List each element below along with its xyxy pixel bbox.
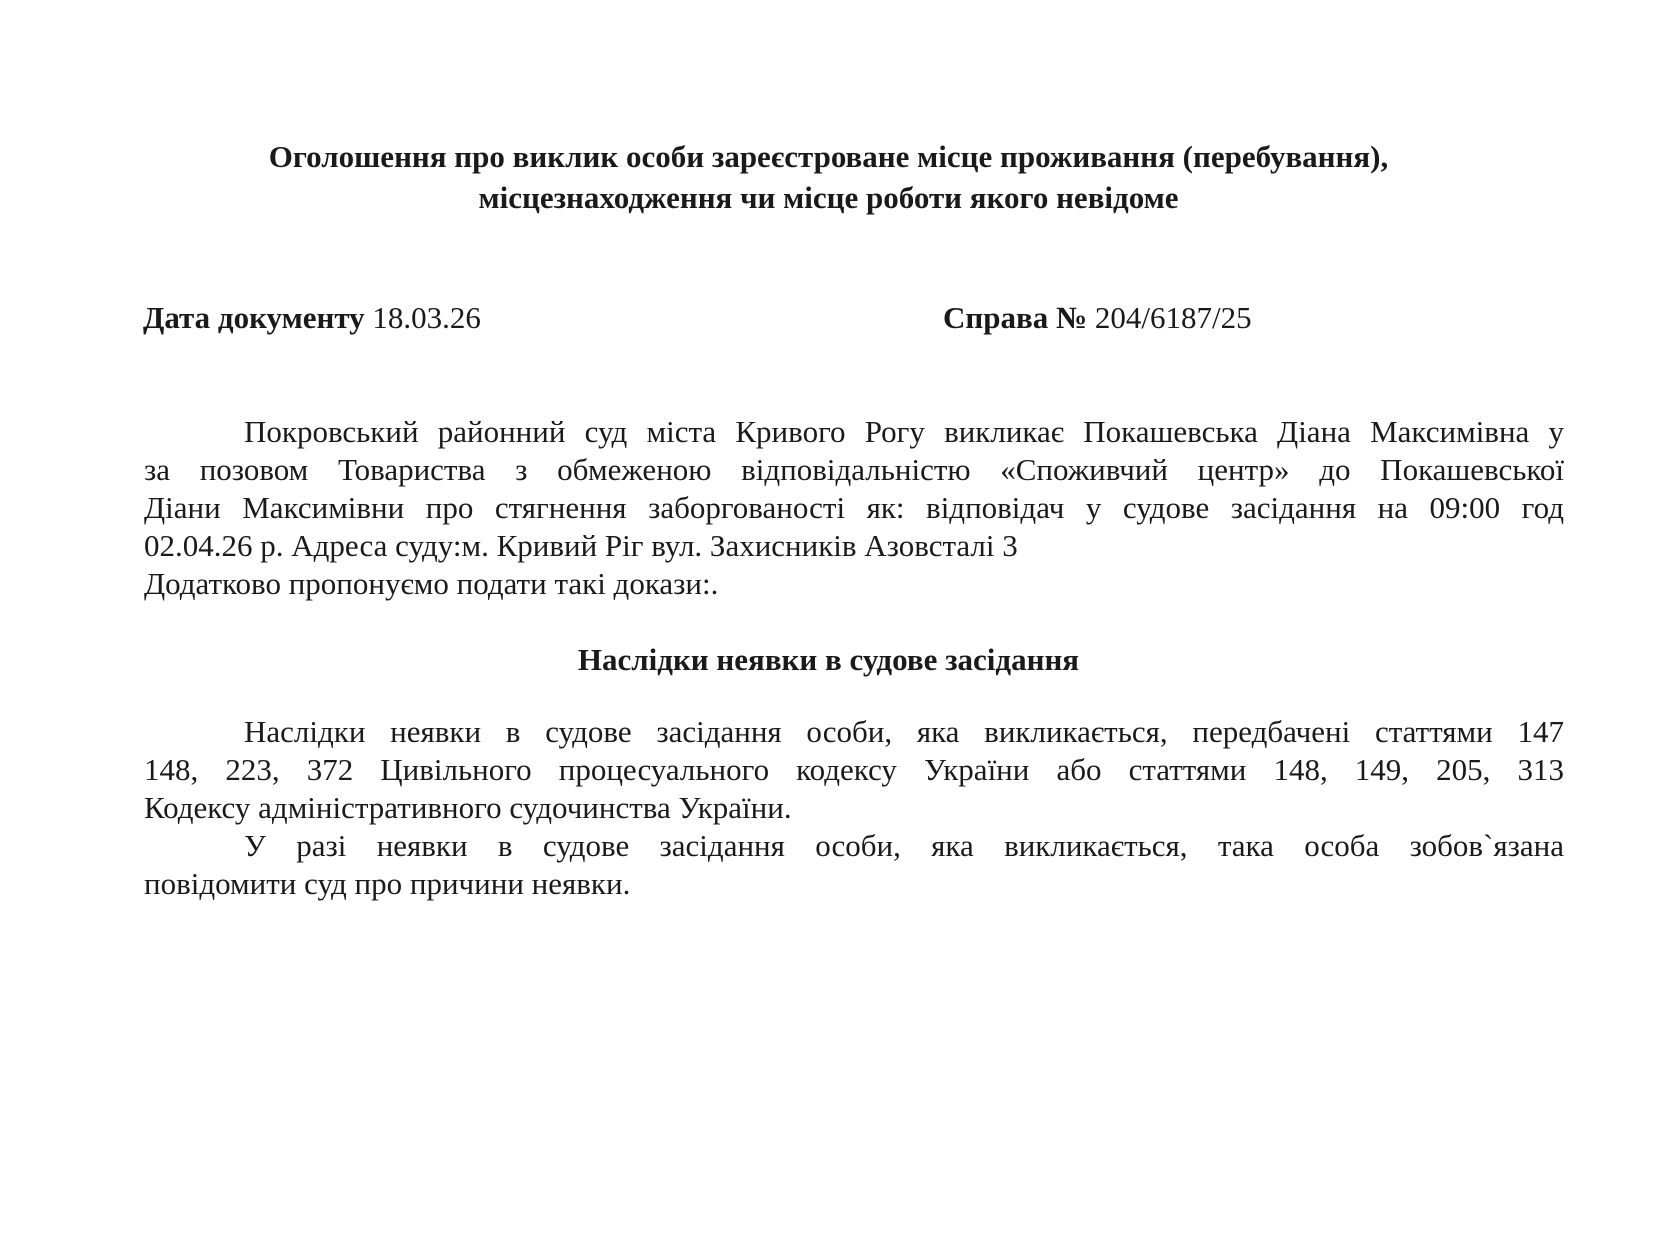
consequences-line: повідомити суд про причини неявки. [144, 866, 631, 901]
consequences-line: Наслідки неявки в судове засідання особи, яка викликається, передбачені статтями 147 [244, 714, 1564, 749]
case-number [943, 298, 1252, 338]
case-label: Справа № [943, 300, 1088, 335]
section-heading: Наслідки неявки в судове засідання [577, 642, 1080, 677]
notice-line: 02.04.26 р. Адреса суду:м. Кривий Ріг вул. Захисників Азовсталі 3 [144, 528, 1018, 563]
case-value: 204/6187/25 [1094, 300, 1252, 335]
consequences-line: У разі неявки в судове засідання особи, яка викликається, така особа зобов`язана [244, 828, 1564, 863]
date-value: 18.03.26 [372, 300, 481, 335]
title-line-1: Оголошення про виклик особи зареєстроване місце проживання (перебування), [268, 139, 1389, 174]
notice-line: Додатково пропонуємо подати такі докази:. [144, 566, 719, 601]
document-date [143, 298, 481, 338]
notice-line: за позовом Товариства з обмеженою відповідальністю «Споживчий центр» до Покашевської [144, 452, 1564, 487]
notice-line: Діани Максимівни про стягнення заборгованості як: відповідач у судове засідання на 09:00 год [144, 490, 1564, 525]
summons-notice [144, 413, 1564, 603]
notice-line: Покровський районний суд міста Кривого Рогу викликає Покашевська Діана Максимівна у [244, 414, 1564, 449]
title-line-2: місцезнаходження чи місце роботи якого невідоме [478, 180, 1179, 215]
date-label: Дата документу [143, 300, 365, 335]
consequences-text [144, 713, 1564, 903]
page-title [0, 136, 1657, 218]
consequences-line: 148, 223, 372 Цивільного процесуального кодексу України або статтями 148, 149, 205, 313 [144, 752, 1564, 787]
consequences-line: Кодексу адміністративного судочинства України. [144, 790, 792, 825]
